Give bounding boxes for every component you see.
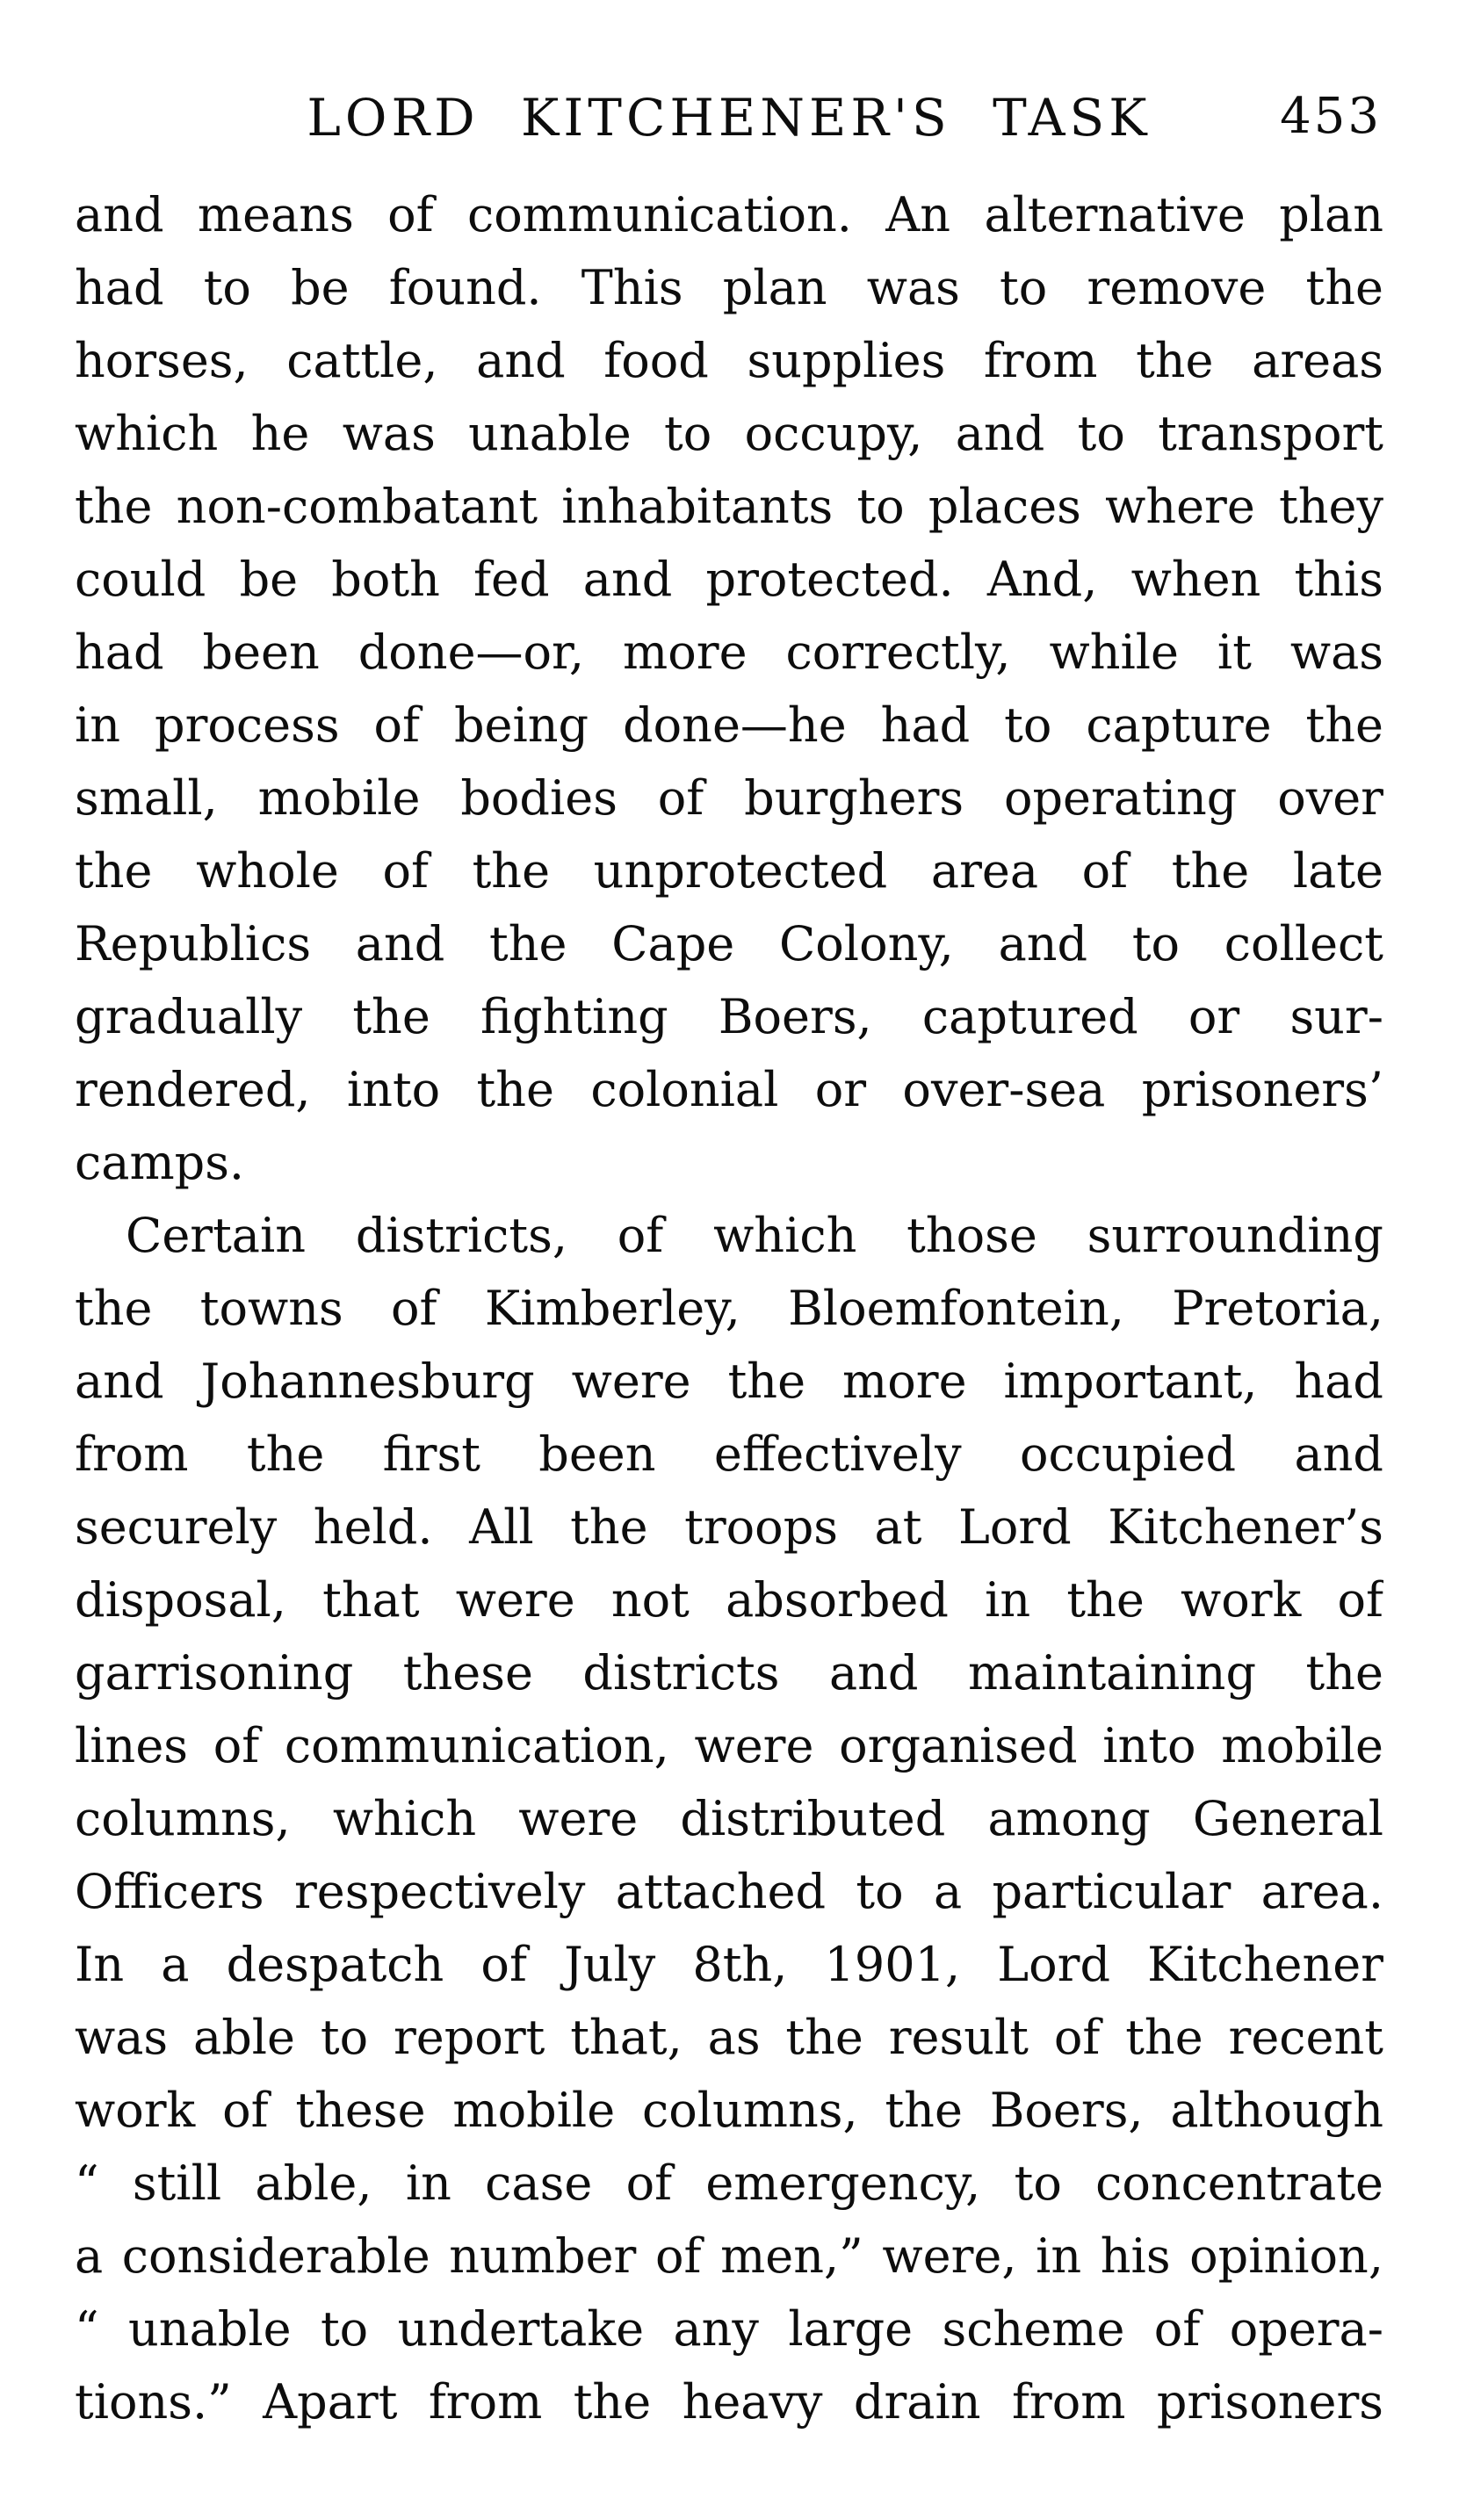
text-line: work of these mobile columns, the Boers, although [75, 2083, 1383, 2138]
text-line: disposal, that were not absorbed in the work of [75, 1572, 1383, 1628]
text-line: was able to report that, as the result of the recent [75, 2010, 1383, 2065]
text-line: lines of communication, were organised into mobile [75, 1718, 1383, 1773]
text-line: horses, cattle, and food supplies from the areas [75, 333, 1383, 388]
text-line: small, mobile bodies of burghers operating over [75, 770, 1383, 826]
text-line: the towns of Kimberley, Bloemfontein, Pretoria, [75, 1281, 1383, 1336]
text-line: columns, which were distributed among General [75, 1791, 1383, 1846]
text-line: “ still able, in case of emergency, to concentrate [75, 2155, 1383, 2211]
text-line: gradually the fighting Boers, captured or sur- [75, 989, 1383, 1044]
text-line: Republics and the Cape Colony, and to collect [75, 916, 1383, 971]
running-header [75, 88, 1383, 158]
text-line: the non-combatant inhabitants to places where they [75, 479, 1383, 534]
text-line: garrisoning these districts and maintaining the [75, 1645, 1383, 1700]
text-line: Certain districts, of which those surrounding [126, 1208, 1383, 1263]
text-line: camps. [75, 1135, 245, 1190]
text-line: the whole of the unprotected area of the late [75, 843, 1383, 899]
text-line: rendered, into the colonial or over-sea prisoners’ [75, 1062, 1383, 1117]
text-line: from the first been effectively occupied and [75, 1426, 1383, 1482]
text-line: Officers respectively attached to a particular area. [75, 1864, 1383, 1919]
text-line: securely held. All the troops at Lord Kitchener’s [75, 1499, 1383, 1555]
page-number: 453 [1280, 88, 1382, 145]
text-line: and means of communication. An alternative plan [75, 187, 1383, 242]
text-line: which he was unable to occupy, and to transport [75, 406, 1383, 461]
text-line: In a despatch of July 8th, 1901, Lord Kitchener [75, 1937, 1383, 1992]
text-line: could be both fed and protected. And, when this [75, 552, 1383, 607]
text-line: had to be found. This plan was to remove the [75, 260, 1383, 315]
text-line: in process of being done—he had to capture the [75, 697, 1383, 753]
text-line: “ unable to undertake any large scheme of opera- [75, 2301, 1383, 2357]
text-line: had been done—or, more correctly, while it was [75, 625, 1383, 680]
page-title: LORD KITCHENER'S TASK [307, 88, 1152, 148]
text-line: and Johannesburg were the more important, had [75, 1354, 1383, 1409]
text-line: a considerable number of men,” were, in his opinion, [75, 2228, 1383, 2284]
body-text [75, 178, 1383, 2438]
text-line: tions.” Apart from the heavy drain from prisoners [75, 2374, 1383, 2430]
